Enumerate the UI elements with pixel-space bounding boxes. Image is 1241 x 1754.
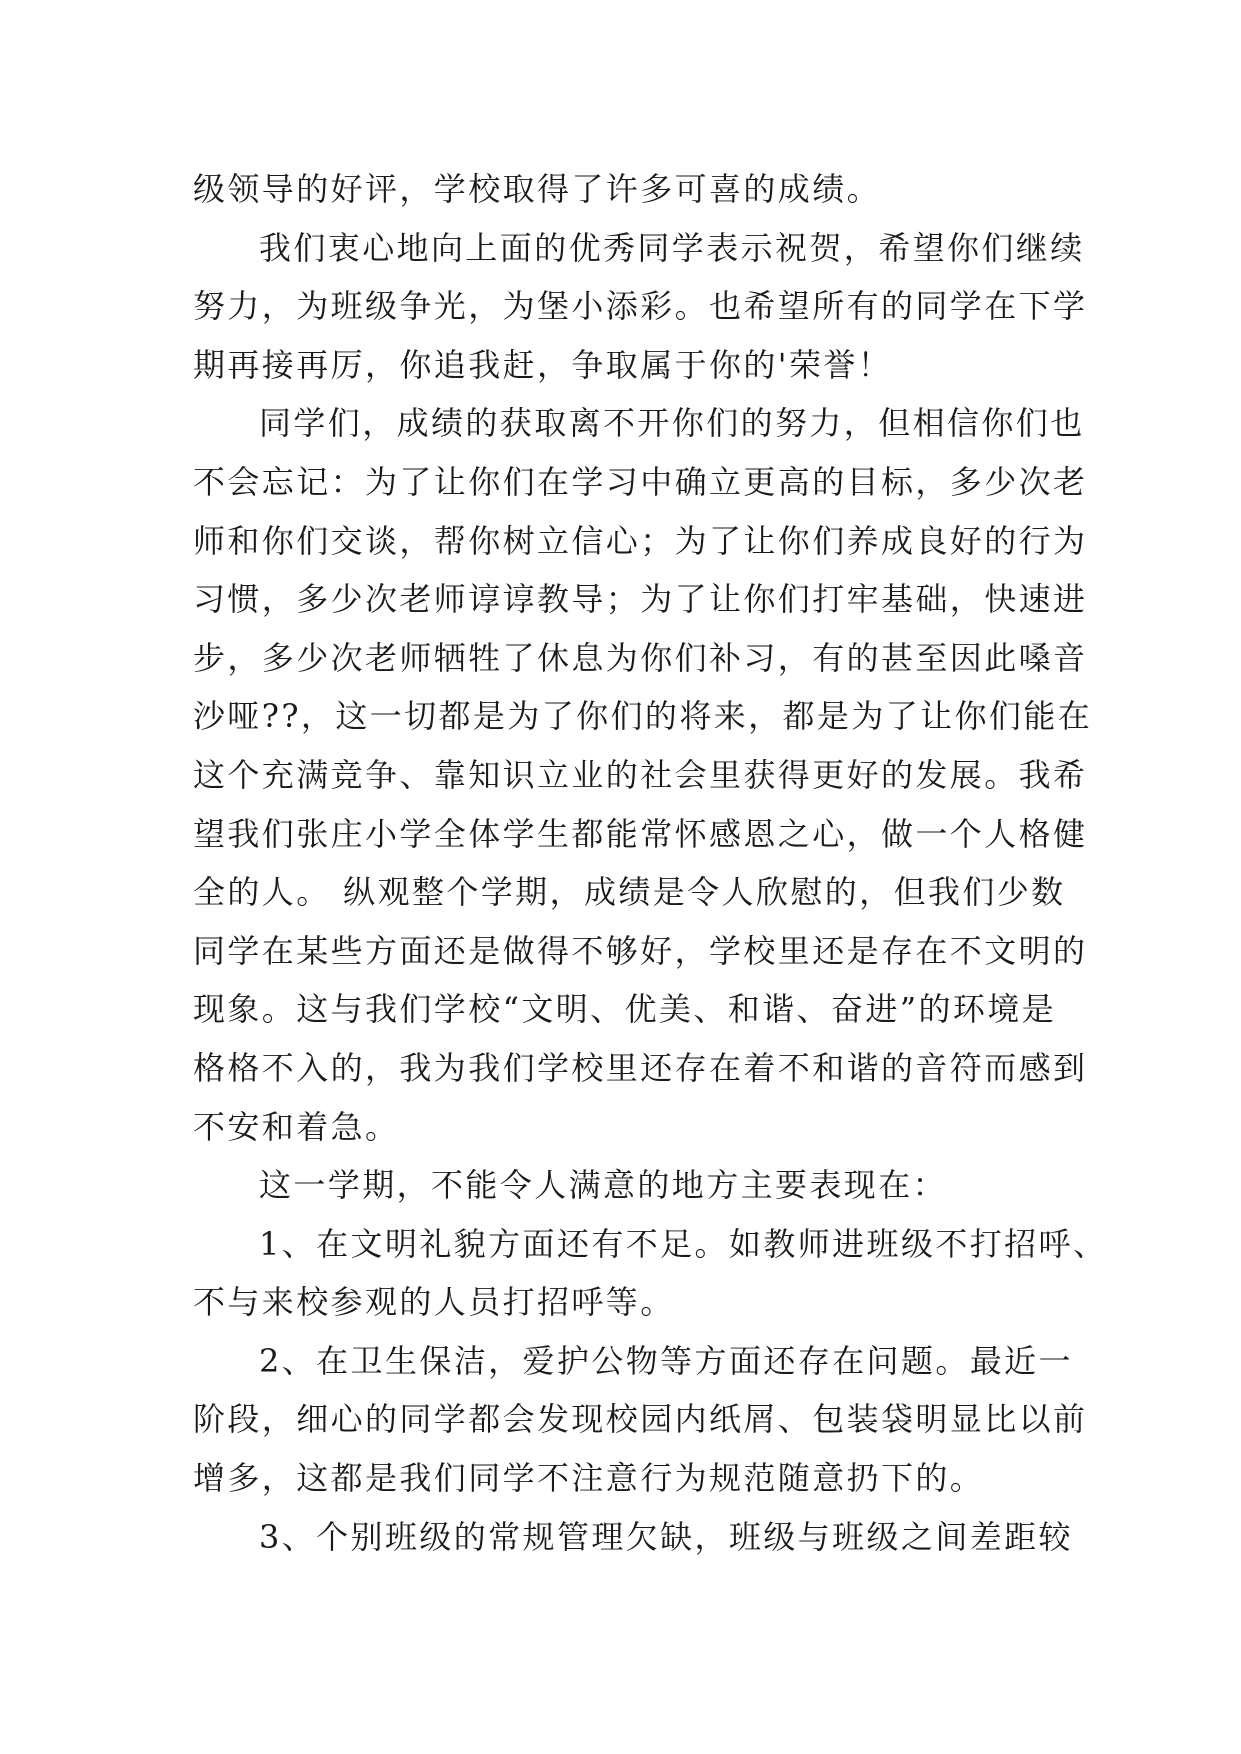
text-line: 同学在某些方面还是做得不够好，学校里还是存在不文明的 (193, 931, 1088, 970)
text-line: 师和你们交谈，帮你树立信心；为了让你们养成良好的行为 (193, 521, 1088, 560)
text-line: 沙哑??，这一切都是为了你们的将来，都是为了让你们能在 (193, 697, 1093, 736)
text-line: 努力，为班级争光，为堡小添彩。也希望所有的同学在下学 (193, 287, 1088, 326)
text-line: 习惯，多少次老师谆谆教导；为了让你们打牢基础，快速进 (193, 580, 1088, 619)
text-line: 我们衷心地向上面的优秀同学表示祝贺，希望你们继续 (259, 228, 1085, 267)
text-line: 格格不入的，我为我们学校里还存在着不和谐的音符而感到 (193, 1048, 1088, 1087)
text-line: 阶段，细心的同学都会发现校园内纸屑、包装袋明显比以前 (193, 1400, 1088, 1439)
text-line: 2、在卫生保洁，爱护公物等方面还存在问题。最近一 (259, 1341, 1073, 1380)
text-line: 望我们张庄小学全体学生都能常怀感恩之心，做一个人格健 (193, 814, 1088, 853)
text-line: 现象。这与我们学校“文明、优美、和谐、奋进”的环境是 (193, 990, 1057, 1029)
text-line: 这个充满竞争、靠知识立业的社会里获得更好的发展。我希 (193, 755, 1088, 794)
text-line: 级领导的好评，学校取得了许多可喜的成绩。 (193, 170, 882, 208)
text-line: 3、个别班级的常规管理欠缺，班级与班级之间差距较 (259, 1517, 1073, 1556)
text-line: 不安和着急。 (193, 1107, 400, 1146)
text-line: 这一学期，不能令人满意的地方主要表现在： (259, 1166, 948, 1205)
text-line: 期再接再厉，你追我赶，争取属于你的'荣誉！ (193, 345, 893, 384)
text-line: 不与来校参观的人员打招呼等。 (193, 1283, 675, 1322)
text-line: 全的人。 纵观整个学期，成绩是令人欣慰的，但我们少数 (193, 873, 1066, 912)
text-line: 增多，这都是我们同学不注意行为规范随意扔下的。 (193, 1459, 985, 1498)
text-line: 1、在文明礼貌方面还有不足。如教师进班级不打招呼、 (259, 1224, 1108, 1263)
text-line: 步，多少次老师牺牲了休息为你们补习，有的甚至因此嗓音 (193, 638, 1088, 677)
body-text (193, 160, 1108, 1566)
text-line: 不会忘记：为了让你们在学习中确立更高的目标，多少次老 (193, 462, 1088, 501)
text-line: 同学们，成绩的获取离不开你们的努力，但相信你们也 (259, 404, 1085, 443)
